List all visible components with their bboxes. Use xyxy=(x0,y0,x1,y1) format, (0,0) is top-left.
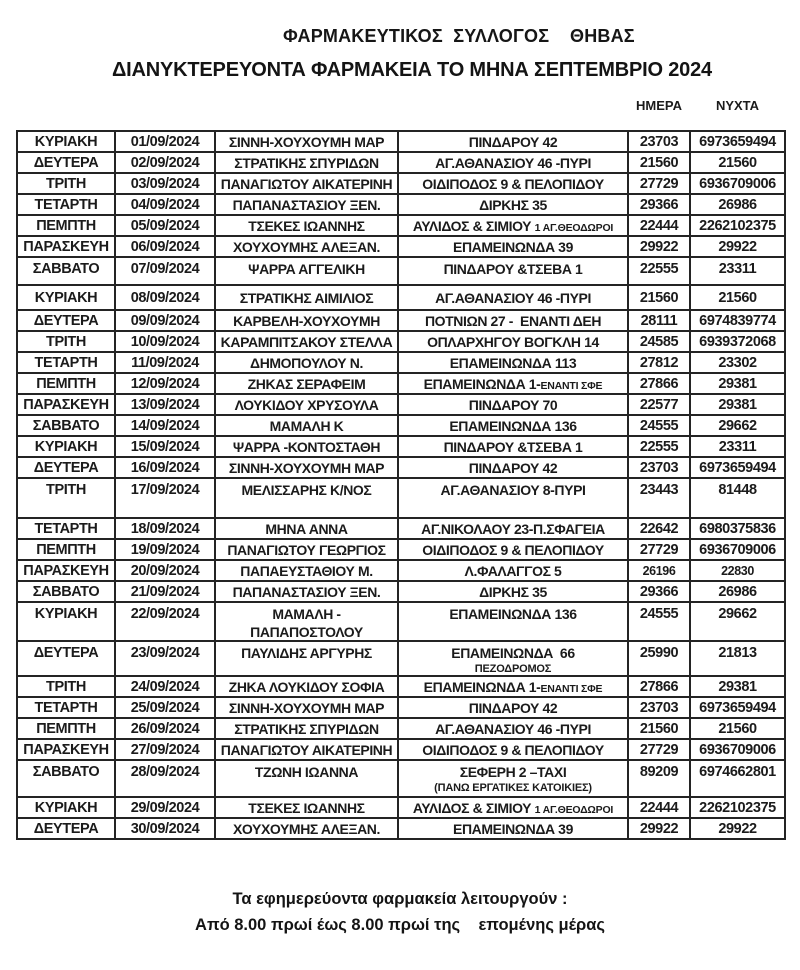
cell-pharmacy-name: ΠΑΝΑΓΙΩΤΟΥ ΑΙΚΑΤΕΡΙΝΗ xyxy=(215,739,398,760)
cell-address xyxy=(398,215,628,236)
cell-address xyxy=(398,581,628,602)
cell-day-phone: 29366 xyxy=(628,581,690,602)
footer-note-line2: Από 8.00 πρωί έως 8.00 πρωί της επομένης μέρας xyxy=(195,916,605,934)
cell-date: 11/09/2024 xyxy=(115,352,215,373)
address-text: ΔΙΡΚΗΣ 35 xyxy=(479,196,547,213)
address-text: ΑΓ.ΑΘΑΝΑΣΙΟΥ 46 -ΠΥΡΙ xyxy=(435,154,591,171)
cell-date: 04/09/2024 xyxy=(115,194,215,215)
cell-day-phone: 25990 xyxy=(628,641,690,676)
cell-day: ΤΕΤΑΡΤΗ xyxy=(17,697,115,718)
cell-day: ΔΕΥΤΕΡΑ xyxy=(17,641,115,676)
address-text: ΕΠΑΜΕΙΝΩΝΔΑ 1- xyxy=(423,678,541,695)
cell-day: ΤΕΤΑΡΤΗ xyxy=(17,352,115,373)
cell-address xyxy=(398,131,628,152)
cell-address xyxy=(398,331,628,352)
table-row xyxy=(17,236,785,257)
cell-night-phone: 81448 xyxy=(690,478,785,518)
cell-day-phone: 23703 xyxy=(628,457,690,478)
cell-pharmacy-name: ΣΤΡΑΤΙΚΗΣ ΣΠΥΡΙΔΩΝ xyxy=(215,718,398,739)
table-row xyxy=(17,215,785,236)
table-row xyxy=(17,518,785,539)
cell-pharmacy-name: ΤΖΩΝΗ ΙΩΑΝΝΑ xyxy=(215,760,398,797)
table-row xyxy=(17,152,785,173)
address-text: ΟΙΔΙΠΟΔΟΣ 9 & ΠΕΛΟΠΙΔΟΥ xyxy=(422,741,604,758)
table-row xyxy=(17,436,785,457)
cell-address xyxy=(398,373,628,394)
cell-day-phone: 29922 xyxy=(628,818,690,839)
cell-pharmacy-name: ΣΤΡΑΤΙΚΗΣ ΑΙΜΙΛΙΟΣ xyxy=(215,285,398,310)
address-text: ΕΠΑΜΕΙΝΩΝΔΑ 66 xyxy=(451,645,575,661)
address-text: ΟΙΔΙΠΟΔΟΣ 9 & ΠΕΛΟΠΙΔΟΥ xyxy=(422,175,604,192)
cell-address xyxy=(398,352,628,373)
cell-day-phone: 27812 xyxy=(628,352,690,373)
cell-address xyxy=(398,236,628,257)
cell-day-phone: 29922 xyxy=(628,236,690,257)
cell-date: 23/09/2024 xyxy=(115,641,215,676)
cell-pharmacy-name: ΜΗΝΑ ΑΝΝΑ xyxy=(215,518,398,539)
cell-night-phone: 21813 xyxy=(690,641,785,676)
cell-address xyxy=(398,518,628,539)
cell-day: ΚΥΡΙΑΚΗ xyxy=(17,131,115,152)
cell-date: 27/09/2024 xyxy=(115,739,215,760)
cell-date: 21/09/2024 xyxy=(115,581,215,602)
address-text: ΑΓ.ΑΘΑΝΑΣΙΟΥ 8-ΠΥΡΙ xyxy=(440,482,586,498)
cell-day: ΠΑΡΑΣΚΕΥΗ xyxy=(17,236,115,257)
cell-day: ΠΕΜΠΤΗ xyxy=(17,718,115,739)
cell-night-phone: 23311 xyxy=(690,436,785,457)
cell-day-phone: 24585 xyxy=(628,331,690,352)
address-text: ΠΙΝΔΑΡΟΥ 42 xyxy=(468,459,558,476)
cell-day: ΤΡΙΤΗ xyxy=(17,331,115,352)
cell-day: ΣΑΒΒΑΤΟ xyxy=(17,581,115,602)
table-row xyxy=(17,310,785,331)
cell-address xyxy=(398,152,628,173)
table-row xyxy=(17,697,785,718)
cell-night-phone: 21560 xyxy=(690,285,785,310)
address-text: ΠΙΝΔΑΡΟΥ 70 xyxy=(468,396,558,413)
cell-day-phone: 23443 xyxy=(628,478,690,518)
address-text: ΕΠΑΜΕΙΝΩΝΔΑ 113 xyxy=(449,354,577,371)
address-text: ΑΓ.ΝΙΚΟΛΑΟΥ 23-Π.ΣΦΑΓΕΙΑ xyxy=(421,520,605,537)
table-row xyxy=(17,194,785,215)
cell-day: ΚΥΡΙΑΚΗ xyxy=(17,285,115,310)
cell-day: ΚΥΡΙΑΚΗ xyxy=(17,797,115,818)
day-phone-column-label: ΗΜΕΡΑ xyxy=(636,98,682,113)
cell-pharmacy-name: ΚΑΡΒΕΛΗ-ΧΟΥΧΟΥΜΗ xyxy=(215,310,398,331)
address-text: ΕΠΑΜΕΙΝΩΝΔΑ 39 xyxy=(453,820,573,837)
cell-day-phone: 27729 xyxy=(628,739,690,760)
address-text: ΟΠΛΑΡΧΗΓΟΥ ΒΟΓΚΛΗ 14 xyxy=(427,333,599,350)
table-row xyxy=(17,457,785,478)
cell-address xyxy=(398,173,628,194)
cell-pharmacy-name: ΨΑΡΡΑ -ΚΟΝΤΟΣΤΑΘΗ xyxy=(215,436,398,457)
cell-date: 10/09/2024 xyxy=(115,331,215,352)
address-line2: ΠΕΖΟΔΡΟΜΟΣ xyxy=(474,663,552,675)
cell-address xyxy=(398,539,628,560)
cell-date: 13/09/2024 xyxy=(115,394,215,415)
cell-address xyxy=(398,285,628,310)
cell-night-phone: 6973659494 xyxy=(690,457,785,478)
cell-night-phone: 2262102375 xyxy=(690,797,785,818)
cell-day: ΔΕΥΤΕΡΑ xyxy=(17,457,115,478)
table-row xyxy=(17,373,785,394)
table-row xyxy=(17,602,785,641)
cell-day: ΠΑΡΑΣΚΕΥΗ xyxy=(17,560,115,581)
cell-night-phone: 6980375836 xyxy=(690,518,785,539)
cell-pharmacy-name: ΖΗΚΑ ΛΟΥΚΙΔΟΥ ΣΟΦΙΑ xyxy=(215,676,398,697)
cell-night-phone: 6973659494 xyxy=(690,131,785,152)
address-text: ΠΙΝΔΑΡΟΥ &ΤΣΕΒΑ 1 xyxy=(443,261,583,277)
cell-night-phone: 6936709006 xyxy=(690,539,785,560)
cell-address xyxy=(398,818,628,839)
cell-pharmacy-name: ΣΤΡΑΤΙΚΗΣ ΣΠΥΡΙΔΩΝ xyxy=(215,152,398,173)
cell-day-phone: 22555 xyxy=(628,257,690,285)
cell-day-phone: 28111 xyxy=(628,310,690,331)
cell-day: ΤΡΙΤΗ xyxy=(17,676,115,697)
table-row xyxy=(17,676,785,697)
address-small-text: ΕΝΑΝΤΙ ΣΦΕ xyxy=(540,682,603,695)
cell-pharmacy-name: ΤΣΕΚΕΣ ΙΩΑΝΝΗΣ xyxy=(215,215,398,236)
cell-day: ΤΕΤΑΡΤΗ xyxy=(17,194,115,215)
table-row xyxy=(17,285,785,310)
cell-night-phone: 6974662801 xyxy=(690,760,785,797)
address-text: ΑΓ.ΑΘΑΝΑΣΙΟΥ 46 -ΠΥΡΙ xyxy=(435,720,591,737)
cell-day-phone: 27729 xyxy=(628,173,690,194)
cell-address xyxy=(398,478,628,518)
cell-date: 16/09/2024 xyxy=(115,457,215,478)
table-row xyxy=(17,478,785,518)
cell-night-phone: 2262102375 xyxy=(690,215,785,236)
address-text: ΕΠΑΜΕΙΝΩΝΔΑ 136 xyxy=(449,606,577,622)
cell-day-phone: 23703 xyxy=(628,131,690,152)
cell-night-phone: 6974839774 xyxy=(690,310,785,331)
table-row xyxy=(17,173,785,194)
night-phone-column-label: ΝΥΧΤΑ xyxy=(715,98,760,113)
table-row xyxy=(17,760,785,797)
cell-address xyxy=(398,739,628,760)
address-text: ΕΠΑΜΕΙΝΩΝΔΑ 1- xyxy=(423,375,541,392)
cell-day-phone: 22444 xyxy=(628,797,690,818)
address-text: ΔΙΡΚΗΣ 35 xyxy=(479,583,547,600)
cell-pharmacy-name: ΖΗΚΑΣ ΣΕΡΑΦΕΙΜ xyxy=(215,373,398,394)
cell-pharmacy-name xyxy=(215,602,398,641)
cell-pharmacy-name: ΠΑΠΑΝΑΣΤΑΣΙΟΥ ΞΕΝ. xyxy=(215,581,398,602)
cell-day-phone: 27866 xyxy=(628,676,690,697)
address-text: ΑΥΛΙΔΟΣ & ΣΙΜΙΟΥ xyxy=(412,217,535,234)
association-title: ΦΑΡΜΑΚΕΥΤΙΚΟΣ ΣΥΛΛΟΓΟΣ ΘΗΒΑΣ xyxy=(283,26,635,46)
cell-pharmacy-name: ΛΟΥΚΙΔΟΥ ΧΡΥΣΟΥΛΑ xyxy=(215,394,398,415)
cell-day-phone: 24555 xyxy=(628,415,690,436)
cell-date: 06/09/2024 xyxy=(115,236,215,257)
cell-pharmacy-name: ΚΑΡΑΜΠΙΤΣΑΚΟΥ ΣΤΕΛΛΑ xyxy=(215,331,398,352)
address-text: ΣΕΦΕΡΗ 2 –ΤΑΧΙ xyxy=(459,764,567,780)
cell-date: 28/09/2024 xyxy=(115,760,215,797)
cell-date: 20/09/2024 xyxy=(115,560,215,581)
cell-day-phone: 21560 xyxy=(628,718,690,739)
cell-pharmacy-name: ΣΙΝΝΗ-ΧΟΥΧΟΥΜΗ ΜΑΡ xyxy=(215,697,398,718)
table-row xyxy=(17,331,785,352)
cell-day: ΣΑΒΒΑΤΟ xyxy=(17,257,115,285)
cell-day: ΤΡΙΤΗ xyxy=(17,173,115,194)
cell-address xyxy=(398,394,628,415)
table-row xyxy=(17,415,785,436)
footer-note-line1: Τα εφημερεύοντα φαρμακεία λειτουργούν : xyxy=(232,890,568,908)
cell-address xyxy=(398,436,628,457)
cell-night-phone: 29662 xyxy=(690,602,785,641)
cell-date: 17/09/2024 xyxy=(115,478,215,518)
cell-night-phone: 29662 xyxy=(690,415,785,436)
cell-day: ΚΥΡΙΑΚΗ xyxy=(17,436,115,457)
cell-day-phone: 89209 xyxy=(628,760,690,797)
cell-day: ΠΕΜΠΤΗ xyxy=(17,539,115,560)
table-row xyxy=(17,131,785,152)
cell-date: 12/09/2024 xyxy=(115,373,215,394)
cell-pharmacy-name: ΨΑΡΡΑ ΑΓΓΕΛΙΚΗ xyxy=(215,257,398,285)
cell-date: 07/09/2024 xyxy=(115,257,215,285)
cell-night-phone: 6936709006 xyxy=(690,173,785,194)
cell-night-phone: 6973659494 xyxy=(690,697,785,718)
cell-day-phone: 29366 xyxy=(628,194,690,215)
address-text: ΑΓ.ΑΘΑΝΑΣΙΟΥ 46 -ΠΥΡΙ xyxy=(435,289,591,306)
cell-date: 08/09/2024 xyxy=(115,285,215,310)
cell-night-phone: 6936709006 xyxy=(690,739,785,760)
cell-date: 25/09/2024 xyxy=(115,697,215,718)
cell-address xyxy=(398,457,628,478)
cell-date: 02/09/2024 xyxy=(115,152,215,173)
cell-date: 18/09/2024 xyxy=(115,518,215,539)
cell-address xyxy=(398,641,628,676)
address-text: ΕΠΑΜΕΙΝΩΝΔΑ 39 xyxy=(453,238,573,255)
cell-pharmacy-name: ΜΑΜΑΛΗ Κ xyxy=(215,415,398,436)
phone-column-headers xyxy=(628,98,785,113)
cell-night-phone: 6939372068 xyxy=(690,331,785,352)
cell-address xyxy=(398,310,628,331)
cell-address xyxy=(398,257,628,285)
table-row xyxy=(17,394,785,415)
cell-night-phone: 29381 xyxy=(690,394,785,415)
address-text: ΑΥΛΙΔΟΣ & ΣΙΜΙΟΥ xyxy=(412,799,535,816)
address-text: ΟΙΔΙΠΟΔΟΣ 9 & ΠΕΛΟΠΙΔΟΥ xyxy=(422,541,604,558)
cell-date: 15/09/2024 xyxy=(115,436,215,457)
cell-night-phone: 29922 xyxy=(690,236,785,257)
cell-pharmacy-name: ΧΟΥΧΟΥΜΗΣ ΑΛΕΞΑΝ. xyxy=(215,236,398,257)
cell-day: ΣΑΒΒΑΤΟ xyxy=(17,415,115,436)
cell-day: ΠΑΡΑΣΚΕΥΗ xyxy=(17,394,115,415)
cell-address xyxy=(398,415,628,436)
cell-night-phone: 23302 xyxy=(690,352,785,373)
cell-day: ΔΕΥΤΕΡΑ xyxy=(17,818,115,839)
cell-date: 30/09/2024 xyxy=(115,818,215,839)
cell-date: 14/09/2024 xyxy=(115,415,215,436)
cell-day-phone: 27729 xyxy=(628,539,690,560)
table-row xyxy=(17,560,785,581)
cell-day-phone: 22577 xyxy=(628,394,690,415)
address-small-text: 1 ΑΓ.ΘΕΟΔΩΡΟΙ xyxy=(534,803,614,816)
cell-pharmacy-name: ΔΗΜΟΠΟΥΛΟΥ Ν. xyxy=(215,352,398,373)
address-text: ΠΙΝΔΑΡΟΥ 42 xyxy=(468,133,558,150)
table-row xyxy=(17,739,785,760)
cell-day: ΣΑΒΒΑΤΟ xyxy=(17,760,115,797)
cell-night-phone: 21560 xyxy=(690,152,785,173)
cell-day-phone: 21560 xyxy=(628,285,690,310)
address-text: ΠΟΤΝΙΩΝ 27 - ΕΝΑΝΤΙ ΔΕΗ xyxy=(424,312,602,329)
cell-night-phone: 29381 xyxy=(690,373,785,394)
cell-day: ΠΕΜΠΤΗ xyxy=(17,373,115,394)
cell-pharmacy-name: ΠΑΝΑΓΙΩΤΟΥ ΓΕΩΡΓΙΟΣ xyxy=(215,539,398,560)
table-row xyxy=(17,352,785,373)
cell-day: ΔΕΥΤΕΡΑ xyxy=(17,310,115,331)
cell-night-phone: 21560 xyxy=(690,718,785,739)
cell-date: 09/09/2024 xyxy=(115,310,215,331)
cell-address xyxy=(398,194,628,215)
table-row xyxy=(17,818,785,839)
cell-date: 05/09/2024 xyxy=(115,215,215,236)
pharmacy-name-line1: ΜΑΜΑΛΗ - xyxy=(272,606,341,622)
table-row xyxy=(17,641,785,676)
cell-day: ΚΥΡΙΑΚΗ xyxy=(17,602,115,641)
cell-pharmacy-name: ΧΟΥΧΟΥΜΗΣ ΑΛΕΞΑΝ. xyxy=(215,818,398,839)
address-text: ΕΠΑΜΕΙΝΩΝΔΑ 136 xyxy=(449,417,577,434)
cell-address xyxy=(398,676,628,697)
cell-pharmacy-name: ΠΑΝΑΓΙΩΤΟΥ ΑΙΚΑΤΕΡΙΝΗ xyxy=(215,173,398,194)
cell-date: 24/09/2024 xyxy=(115,676,215,697)
address-text: ΠΙΝΔΑΡΟΥ &ΤΣΕΒΑ 1 xyxy=(443,438,583,455)
cell-night-phone: 26986 xyxy=(690,194,785,215)
cell-day: ΤΡΙΤΗ xyxy=(17,478,115,518)
cell-day: ΠΕΜΠΤΗ xyxy=(17,215,115,236)
address-small-text: ΕΝΑΝΤΙ ΣΦΕ xyxy=(540,379,603,392)
cell-pharmacy-name: ΠΑΠΑΝΑΣΤΑΣΙΟΥ ΞΕΝ. xyxy=(215,194,398,215)
cell-night-phone: 26986 xyxy=(690,581,785,602)
cell-date: 03/09/2024 xyxy=(115,173,215,194)
address-line2: (ΠΑΝΩ ΕΡΓΑΤΙΚΕΣ ΚΑΤΟΙΚΙΕΣ) xyxy=(434,782,592,794)
cell-day-phone: 22444 xyxy=(628,215,690,236)
cell-address xyxy=(398,602,628,641)
page-title: ΔΙΑΝΥΚΤΕΡΕΥΟΝΤΑ ΦΑΡΜΑΚΕΙΑ ΤΟ ΜΗΝΑ ΣΕΠΤΕΜΒΡΙΟ 2024 xyxy=(112,59,712,81)
cell-pharmacy-name: ΣΙΝΝΗ-ΧΟΥΧΟΥΜΗ ΜΑΡ xyxy=(215,131,398,152)
cell-night-phone: 23311 xyxy=(690,257,785,285)
cell-day: ΔΕΥΤΕΡΑ xyxy=(17,152,115,173)
cell-day-phone: 22642 xyxy=(628,518,690,539)
address-text: ΠΙΝΔΑΡΟΥ 42 xyxy=(468,699,558,716)
cell-pharmacy-name: ΤΣΕΚΕΣ ΙΩΑΝΝΗΣ xyxy=(215,797,398,818)
cell-day: ΠΑΡΑΣΚΕΥΗ xyxy=(17,739,115,760)
cell-address xyxy=(398,760,628,797)
cell-day-phone: 26196 xyxy=(628,560,690,581)
cell-date: 26/09/2024 xyxy=(115,718,215,739)
cell-day-phone: 23703 xyxy=(628,697,690,718)
cell-night-phone: 29381 xyxy=(690,676,785,697)
cell-date: 29/09/2024 xyxy=(115,797,215,818)
cell-address xyxy=(398,797,628,818)
cell-pharmacy-name: ΠΑΠΑΕΥΣΤΑΘΙΟΥ Μ. xyxy=(215,560,398,581)
cell-day-phone: 27866 xyxy=(628,373,690,394)
cell-address xyxy=(398,718,628,739)
cell-pharmacy-name: ΠΑΥΛΙΔΗΣ ΑΡΓΥΡΗΣ xyxy=(215,641,398,676)
cell-day-phone: 24555 xyxy=(628,602,690,641)
table-row xyxy=(17,718,785,739)
table-row xyxy=(17,581,785,602)
cell-night-phone: 22830 xyxy=(690,560,785,581)
cell-night-phone: 29922 xyxy=(690,818,785,839)
cell-day: ΤΕΤΑΡΤΗ xyxy=(17,518,115,539)
cell-day-phone: 22555 xyxy=(628,436,690,457)
cell-address xyxy=(398,697,628,718)
cell-date: 19/09/2024 xyxy=(115,539,215,560)
address-text: Λ.ΦΑΛΑΓΓΟΣ 5 xyxy=(464,562,562,579)
cell-pharmacy-name: ΜΕΛΙΣΣΑΡΗΣ Κ/ΝΟΣ xyxy=(215,478,398,518)
table-row xyxy=(17,539,785,560)
table-row xyxy=(17,797,785,818)
address-small-text: 1 ΑΓ.ΘΕΟΔΩΡΟΙ xyxy=(534,221,614,234)
cell-day-phone: 21560 xyxy=(628,152,690,173)
cell-date: 22/09/2024 xyxy=(115,602,215,641)
cell-date: 01/09/2024 xyxy=(115,131,215,152)
pharmacy-name-line2: ΠΑΠΑΠΟΣΤΟΛΟΥ xyxy=(250,624,363,640)
cell-address xyxy=(398,560,628,581)
duty-schedule-table xyxy=(16,130,786,840)
table-row xyxy=(17,257,785,285)
cell-pharmacy-name: ΣΙΝΝΗ-ΧΟΥΧΟΥΜΗ ΜΑΡ xyxy=(215,457,398,478)
